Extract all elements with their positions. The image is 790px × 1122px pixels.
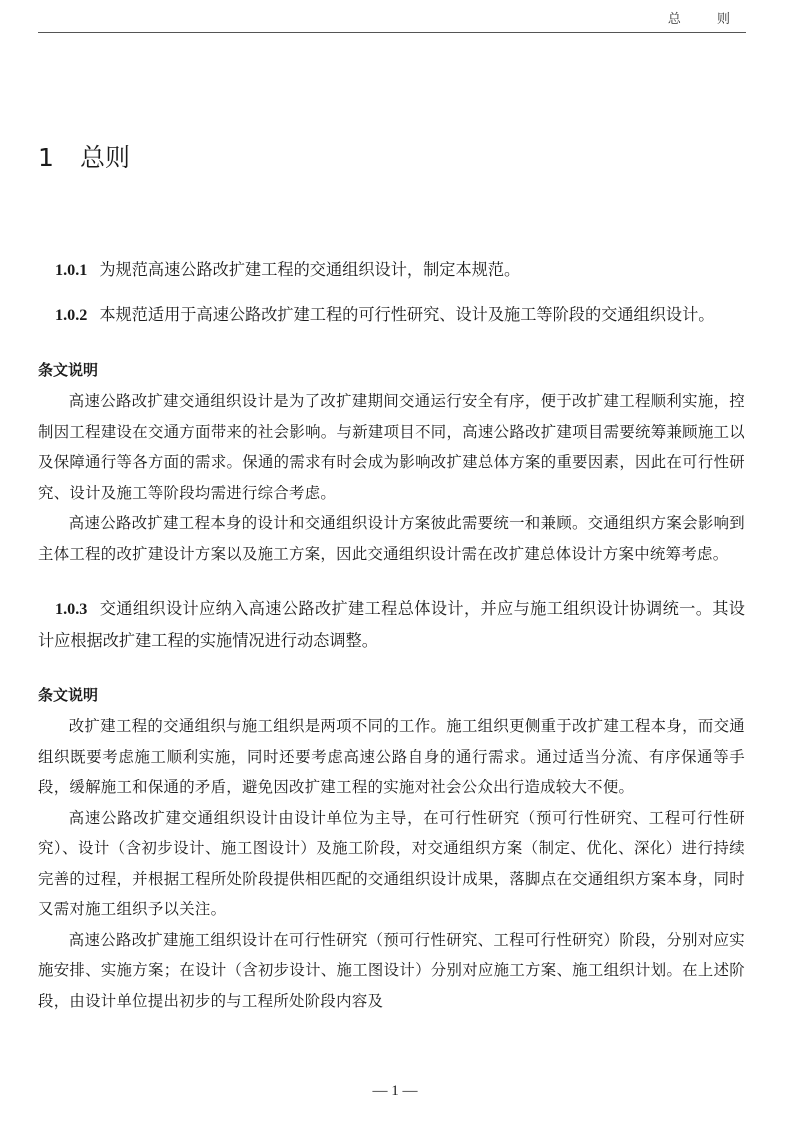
explanation-paragraph: 高速公路改扩建交通组织设计是为了改扩建期间交通运行安全有序，便于改扩建工程顺利实施，控制因工程建设在交通方面带来的社会影响。与新建项目不同，高速公路改扩建项目需要统筹兼顾施工以及保障通行等各方面的需求。保通的需求有时会成为影响改扩建总体方案的重要因素，因此在可行性研究、设计及施工等阶段均需进行综合考虑。 [38, 392, 745, 502]
explanation-paragraph: 高速公路改扩建工程本身的设计和交通组织设计方案彼此需要统一和兼顾。交通组织方案会影响到主体工程的改扩建设计方案以及施工方案，因此交通组织设计需在改扩建总体设计方案中统筹考虑。 [38, 514, 745, 563]
clause-number: 1.0.1 [55, 261, 88, 279]
explanation-paragraph: 高速公路改扩建交通组织设计由设计单位为主导，在可行性研究（预可行性研究、工程可行性研究）、设计（含初步设计、施工图设计）及施工阶段，对交通组织方案（制定、优化、深化）进行持续完善的过程，并根据工程所处阶段提供相匹配的交通组织设计成果，落脚点在交通组织方案本身，同时又需对施工组织予以关注。 [38, 808, 745, 918]
clause-number: 1.0.2 [55, 306, 88, 324]
page-number: — 1 — [372, 1083, 418, 1099]
clause-1-0-3 [38, 593, 745, 656]
explanation-paragraph: 改扩建工程的交通组织与施工组织是两项不同的工作。施工组织更侧重于改扩建工程本身，而交通组织既要考虑施工顺利实施，同时还要考虑高速公路自身的通行需求。通过适当分流、有序保通等手段，缓解施工和保通的矛盾，避免因改扩建工程的实施对社会公众出行造成较大不便。 [38, 717, 745, 796]
header-rule [38, 32, 746, 33]
clause-number: 1.0.3 [55, 600, 88, 618]
clause-text: 本规范适用于高速公路改扩建工程的可行性研究、设计及施工等阶段的交通组织设计。 [99, 305, 715, 324]
explanation-paragraph: 高速公路改扩建施工组织设计在可行性研究（预可行性研究、工程可行性研究）阶段，分别对应实施安排、实施方案；在设计（含初步设计、施工图设计）分别对应施工方案、施工组织计划。在上述阶段，由设计单位提出初步的与工程所处阶段内容及 [38, 930, 745, 1010]
clause-1-0-1 [38, 254, 745, 286]
clause-text: 交通组织设计应纳入高速公路改扩建工程总体设计，并应与施工组织设计协调统一。其设计应根据改扩建工程的实施情况进行动态调整。 [38, 599, 745, 650]
clause-text: 为规范高速公路改扩建工程的交通组织设计，制定本规范。 [99, 260, 521, 279]
chapter-number: 1 [38, 143, 54, 172]
chapter-title [38, 138, 130, 174]
clause-1-0-2 [38, 299, 745, 331]
explanation-heading: 条文说明 [38, 361, 99, 379]
explanation-heading: 条文说明 [38, 686, 99, 704]
running-header: 总 则 [667, 12, 746, 27]
chapter-title-text: 总则 [80, 143, 131, 172]
page-body [38, 254, 745, 1016]
